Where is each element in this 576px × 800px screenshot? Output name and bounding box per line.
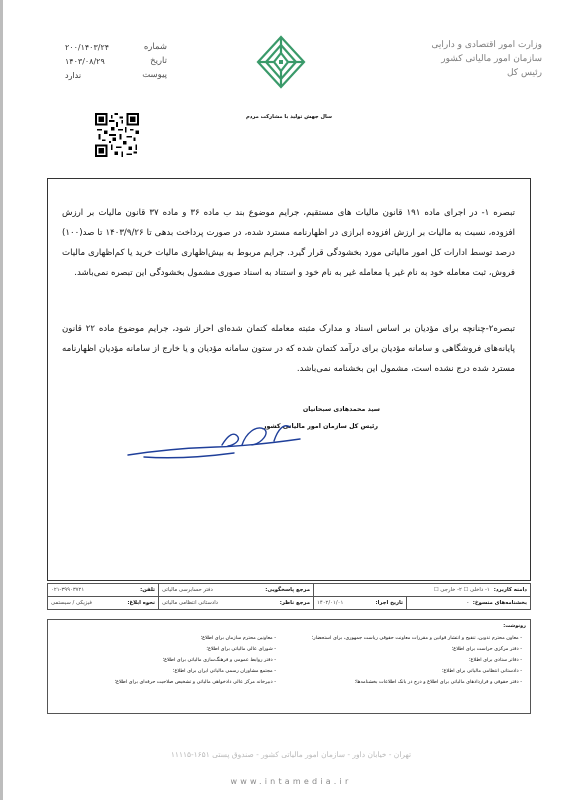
postal-address: تهران - خیابان داور - سازمان امور مالیاتی کشور - صندوق پستی ۱۶۵۱-۱۱۱۱۵ [170,750,412,759]
supervisor-value: دادستانی انتظامی مالیاتی [162,600,219,606]
copy-recipient: - دفتر مرکزی حراست برای اطلاع؛ [451,646,522,652]
meta-date [65,54,167,68]
document-info-table [47,583,531,610]
notify-cell [48,597,159,610]
signatory-name: سید محمدهادی سبحانیان [302,406,380,413]
letter-meta [65,40,167,82]
handwritten-signature [124,415,304,461]
copy-recipient: - معاون محترم تدوین، تنقیح و انتشار قوانین و مقررات معاونت حقوقی ریاست جمهوری، برای استحضار؛ [311,635,522,641]
tax-organization-emblem-icon [255,34,307,90]
copies-list-right [282,633,522,688]
copies-heading: رونوشت: [503,623,526,629]
copy-recipient: - دفتر روابط عمومی و فرهنگ‌سازی مالیاتی برای اطلاع؛ [162,657,276,663]
copies-box [47,619,531,714]
year-slogan: سال جهش تولید با مشارکت مردم [245,114,333,120]
reference-label: مرجع پاسخگویی: [265,587,310,593]
meta-value: ۱۴۰۳/۰۸/۲۹ [65,56,105,66]
date-cell [314,597,407,610]
meta-label: تاریخ [150,56,167,66]
copy-recipient: - مجتمع مشاوران رسمی مالیاتی ایران برای اطلاع؛ [172,668,276,674]
scope-label: دامنه کاربرد: [493,587,527,593]
meta-label: شماره [143,42,167,52]
ministry-line: رئیس کل [506,68,542,78]
meta-attachment [65,68,167,82]
scope-cell [314,584,531,597]
date-value: ۱۴۰۲/۰۱/۰۱ [317,600,344,606]
cancelled-label: بخشنامه‌های منسوخ: [472,600,527,606]
copy-recipient: - شورای عالی مالیاتی برای اطلاع؛ [206,646,276,652]
reference-cell [159,584,314,597]
phone-cell [48,584,159,597]
paragraph-note-2: تبصره۲-چنانچه برای مؤدیان بر اساس اسناد و مدارک مثبته معامله کتمان شده‌ای احراز شود، جرایم موضوع ماده ۲۲ قانون پایانه‌های فروشگاهی و سامانه مؤدیان برای درآمد کتمان شده که در ستون سامانه مؤدیان و یا خارج از سامانه مؤدیان اظهارنامه مسترد شده درج نشده است، مشمول این بخشنامه نمی‌باشد. [62,324,515,374]
copy-recipient: - معاونین محترم سازمان برای اطلاع؛ [200,635,276,641]
supervisor-label: مرجع ناظر: [279,600,310,606]
letter-body [47,178,531,581]
copy-recipient: - دفتر حقوقی و قراردادهای مالیاتی برای اطلاع و درج در بانک اطلاعات بخشنامه‌ها؛ [354,679,522,685]
signatory-title: رئیس کل سازمان امور مالیاتی کشور [262,423,378,430]
ministry-line: سازمان امور مالیاتی کشور [441,54,542,64]
ministry-line: وزارت امور اقتصادی و دارایی [431,40,542,50]
copy-recipient: - دفاتر ستادی برای اطلاع؛ [468,657,522,663]
phone-value: ۰۲۱-۳۹۹۰۳۷۲۱ [51,587,85,593]
meta-value: ندارد [65,70,82,80]
paragraph-note-1: تبصره ۱- در اجرای ماده ۱۹۱ قانون مالیات های مستقیم، جرایم موضوع بند ب ماده ۳۶ و ماده ۳۷ قانون مالیات بر ارزش افزوده، نسبت به مالیات بر ارزش افزوده ابرازی در اظهارنامه مسترد شده، در صورت پرداخت بدهی تا ۱۴۰۳/۹/۲۶ تا صد(۱۰۰) درصد توسط ادارات کل امور مالیاتی مورد بخشودگی قرار گیرد. جرایم مربوط به بیش‌اظهاری مالیات خرید یا کم‌اظهاری مالیات فروش، ثبت معامله خود به نام غیر یا معامله غیر به نام خود و استناد به اسناد صوری مشمول بخشودگی این تبصره نمی‌باشد. [62,208,515,278]
copy-recipient: - دبیرخانه مرکز عالی دادخواهی مالیاتی و تشخیص صلاحیت حرفه‌ای برای اطلاع؛ [114,679,276,685]
scope-value: ۱- داخلی ☐ ۲- خارجی ☐ [433,587,490,593]
website-link[interactable]: www.intamedia.ir [230,777,352,786]
notify-label: نحوه ابلاغ: [127,600,155,606]
ministry-heading [392,38,542,80]
phone-label: تلفن: [140,587,155,593]
cancelled-value: - [466,600,469,606]
copy-recipient: - دادستانی انتظامی مالیاتی برای اطلاع؛ [441,668,522,674]
notify-value: فیزیکی / سیستمی [51,600,92,606]
meta-value: ۲۰۰/۱۴۰۳/۲۴ [65,42,110,52]
reference-value: دفتر حسابرسی مالیاتی [162,587,213,593]
supervisor-cell [159,597,314,610]
info-row [48,584,531,597]
cancelled-cell [407,597,531,610]
info-row [48,597,531,610]
copies-list-left [52,633,276,688]
date-label: تاریخ اجرا: [375,600,403,606]
meta-label: پیوست [142,70,167,80]
qr-code-icon [95,113,139,157]
meta-number [65,40,167,54]
